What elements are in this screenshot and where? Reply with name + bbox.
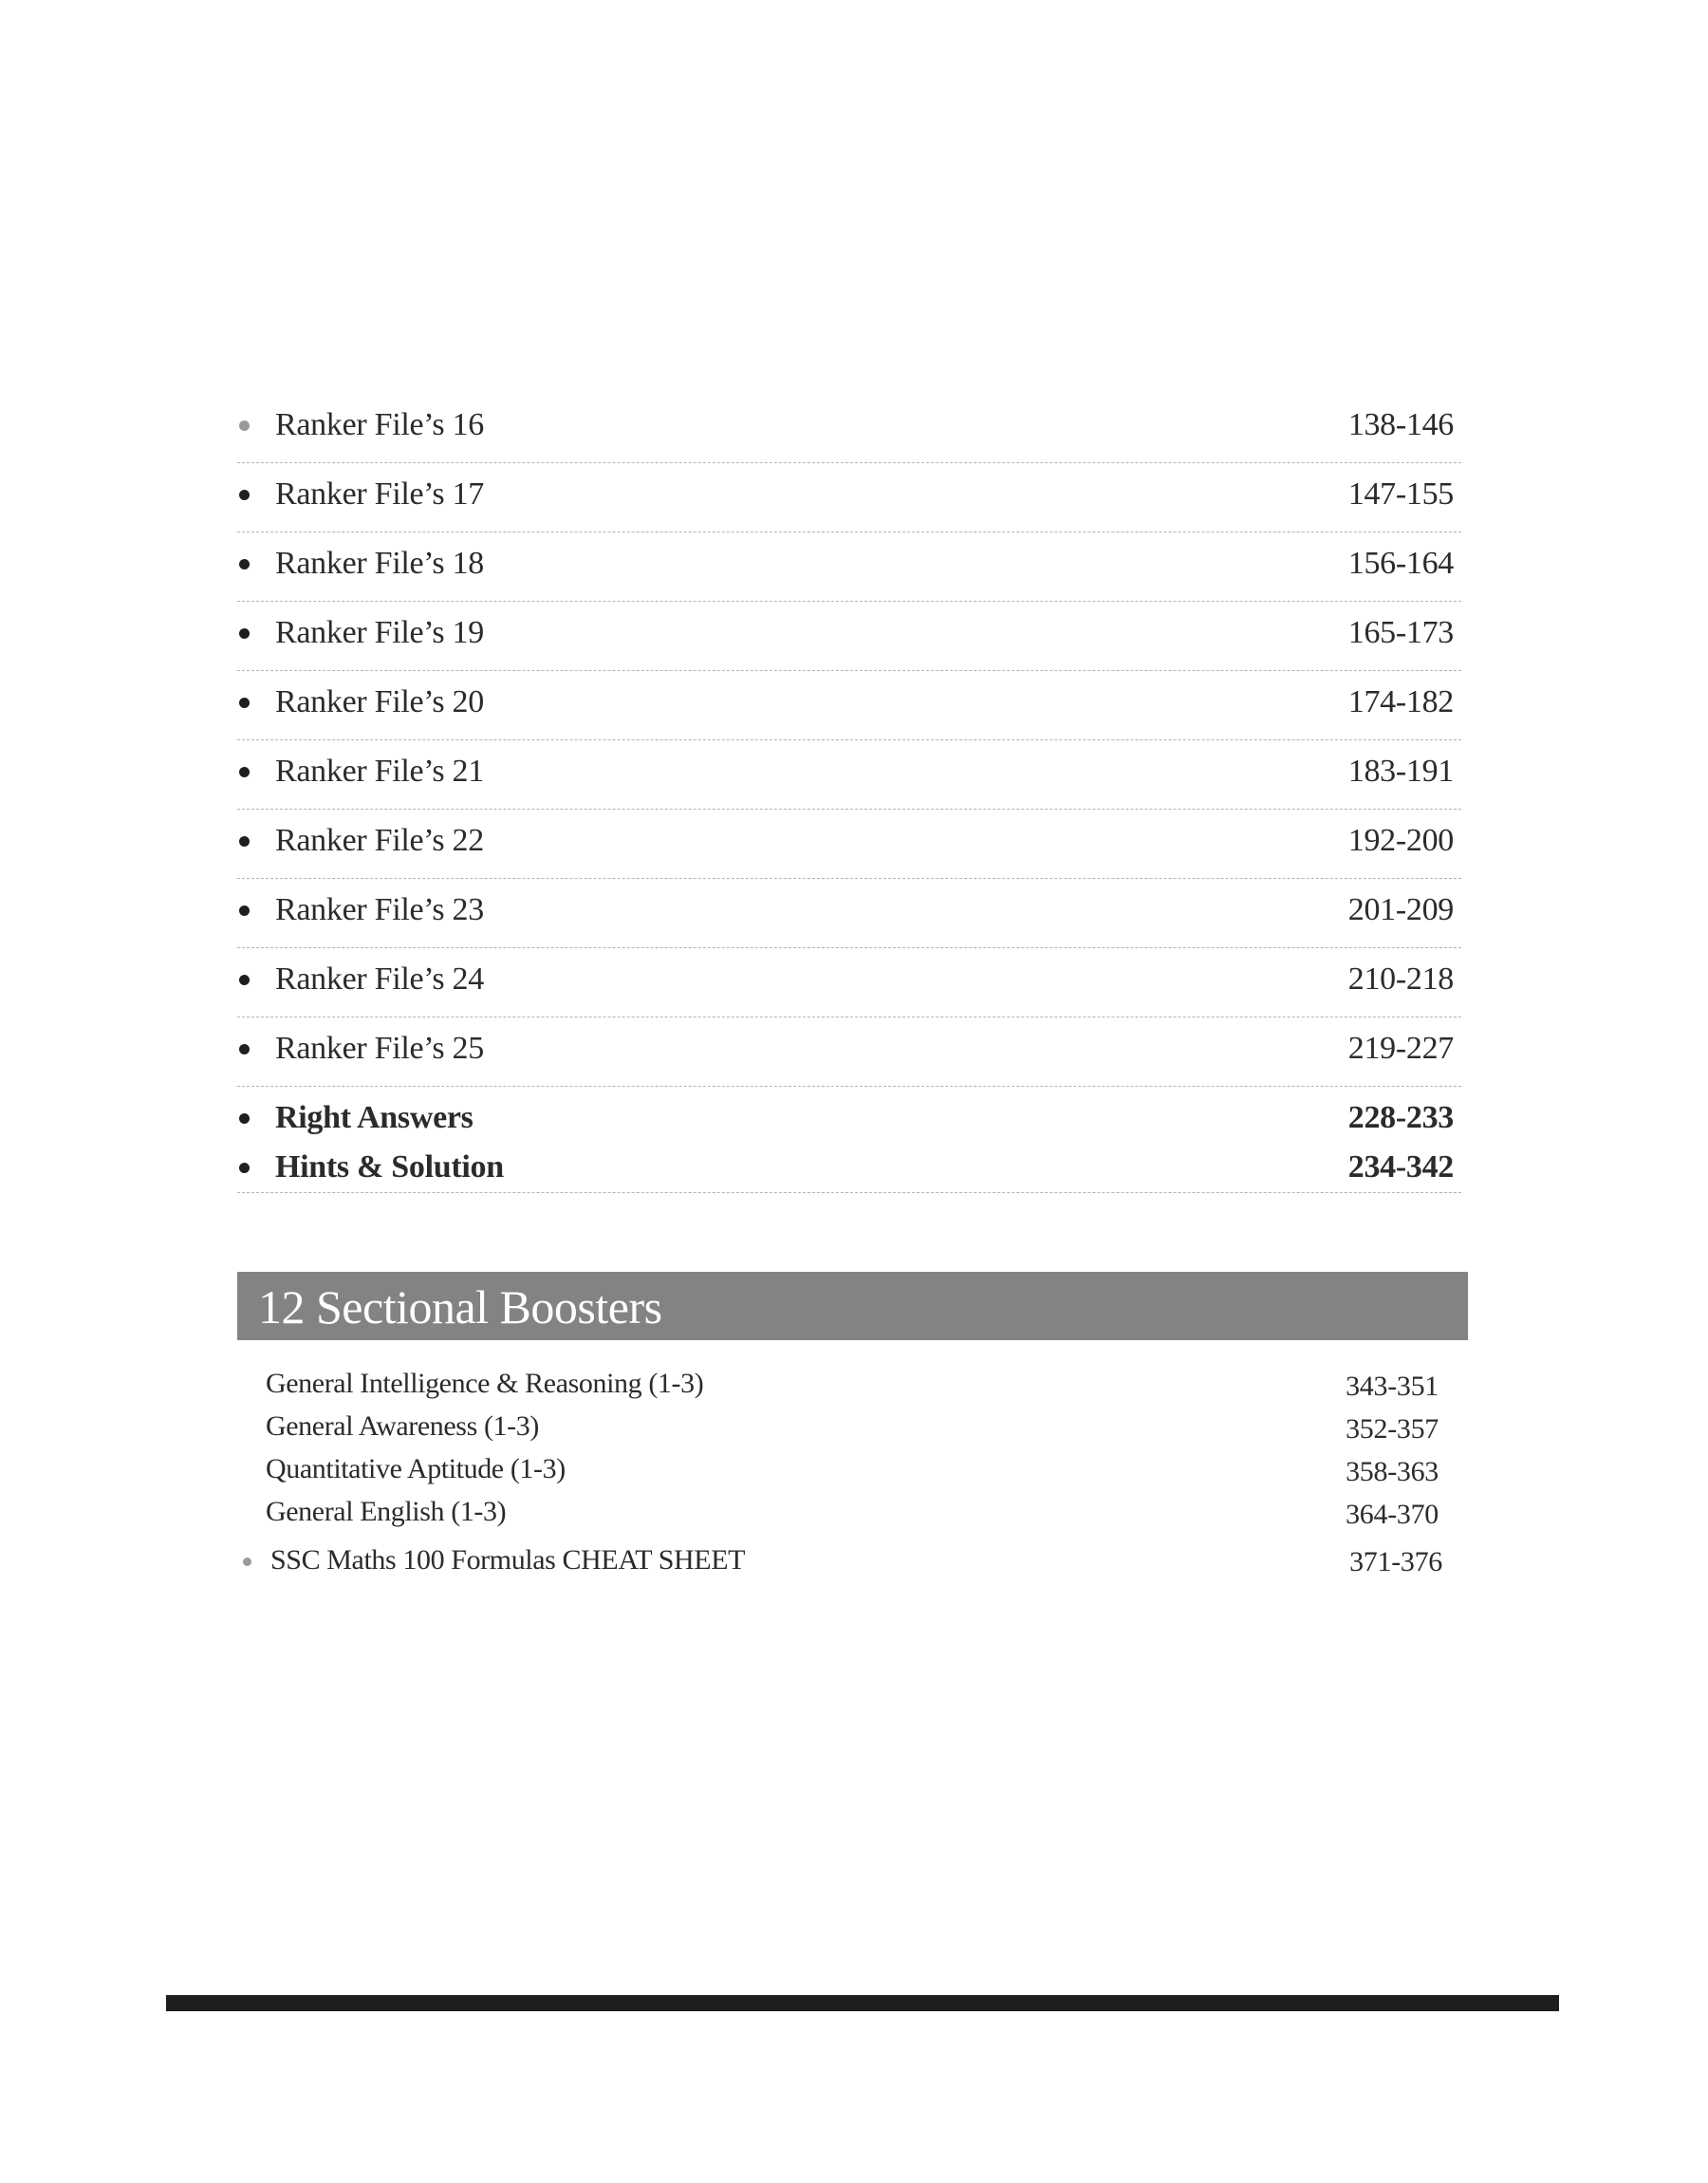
toc-entry-pages: 192-200	[1347, 823, 1454, 858]
toc-entry-title: Ranker File’s 18	[275, 546, 484, 581]
bullet-icon	[239, 1163, 250, 1173]
bullet-icon	[239, 490, 250, 500]
booster-entry-pages: 364-370	[1346, 1499, 1439, 1530]
section-banner	[237, 1272, 1468, 1340]
toc-row[interactable]	[237, 602, 1461, 671]
toc-entry-pages: 210-218	[1347, 961, 1454, 997]
toc-entry-pages: 165-173	[1347, 615, 1454, 650]
toc-entry-pages: 201-209	[1347, 892, 1454, 927]
bullet-icon	[239, 836, 250, 847]
toc-row[interactable]	[237, 1017, 1461, 1087]
bullet-icon	[243, 1558, 251, 1566]
toc-entry-title: Ranker File’s 20	[275, 684, 484, 719]
toc-row[interactable]	[237, 463, 1461, 532]
footer-rule	[166, 1995, 1559, 2011]
toc-row-right-answers[interactable]	[237, 1093, 1461, 1143]
booster-row[interactable]	[237, 1450, 1461, 1493]
toc-row[interactable]	[237, 948, 1461, 1017]
booster-entry-pages: 358-363	[1346, 1456, 1439, 1487]
bullet-icon	[239, 698, 250, 708]
booster-row[interactable]	[237, 1365, 1461, 1408]
toc-row[interactable]	[237, 671, 1461, 740]
toc-entry-title: Ranker File’s 22	[275, 823, 484, 858]
booster-entry-pages: 343-351	[1346, 1371, 1439, 1402]
bullet-icon	[239, 420, 250, 431]
toc-entry-title: Ranker File’s 21	[275, 754, 484, 789]
bullet-icon	[239, 1113, 250, 1124]
booster-entry-pages: 352-357	[1346, 1413, 1439, 1445]
toc-entry-title: Ranker File’s 25	[275, 1031, 484, 1066]
booster-entry-title: General Awareness (1-3)	[266, 1410, 539, 1442]
booster-list	[237, 1365, 1461, 1536]
booster-entry-title: Quantitative Aptitude (1-3)	[266, 1453, 566, 1484]
bullet-icon	[239, 905, 250, 916]
toc-entry-title: Ranker File’s 17	[275, 476, 484, 512]
toc-entry-pages: 183-191	[1347, 754, 1454, 789]
toc-entry-pages: 156-164	[1347, 546, 1454, 581]
toc-row[interactable]	[237, 394, 1461, 463]
cheat-sheet-title: SSC Maths 100 Formulas CHEAT SHEET	[270, 1544, 746, 1576]
cheat-sheet-row[interactable]	[237, 1541, 1461, 1583]
bullet-icon	[239, 628, 250, 639]
booster-row[interactable]	[237, 1493, 1461, 1536]
booster-entry-title: General Intelligence & Reasoning (1-3)	[266, 1368, 704, 1399]
cheat-sheet-pages: 371-376	[1349, 1546, 1442, 1577]
toc-row[interactable]	[237, 532, 1461, 602]
answers-list	[237, 1093, 1461, 1193]
toc-entry-pages: 138-146	[1347, 407, 1454, 442]
bullet-icon	[239, 1044, 250, 1054]
bullet-icon	[239, 767, 250, 777]
bullet-icon	[239, 975, 250, 985]
toc-row[interactable]	[237, 810, 1461, 879]
ranker-file-list	[237, 394, 1461, 1087]
toc-entry-title: Ranker File’s 23	[275, 892, 484, 927]
toc-entry-title: Ranker File’s 19	[275, 615, 484, 650]
section-title: 12 Sectional Boosters	[258, 1280, 662, 1334]
bullet-icon	[239, 559, 250, 569]
toc-entry-title: Ranker File’s 24	[275, 961, 484, 997]
toc-entry-title: Right Answers	[275, 1100, 473, 1135]
toc-entry-pages: 228-233	[1347, 1100, 1454, 1135]
booster-entry-title: General English (1-3)	[266, 1496, 507, 1527]
toc-row[interactable]	[237, 740, 1461, 810]
toc-entry-pages: 219-227	[1347, 1031, 1454, 1066]
toc-entry-title: Ranker File’s 16	[275, 407, 484, 442]
toc-entry-pages: 234-342	[1347, 1149, 1454, 1185]
toc-entry-pages: 147-155	[1347, 476, 1454, 512]
booster-row[interactable]	[237, 1408, 1461, 1450]
toc-entry-title: Hints & Solution	[275, 1149, 504, 1185]
toc-row-hints-solution[interactable]	[237, 1143, 1461, 1192]
toc-entry-pages: 174-182	[1347, 684, 1454, 719]
toc-row[interactable]	[237, 879, 1461, 948]
